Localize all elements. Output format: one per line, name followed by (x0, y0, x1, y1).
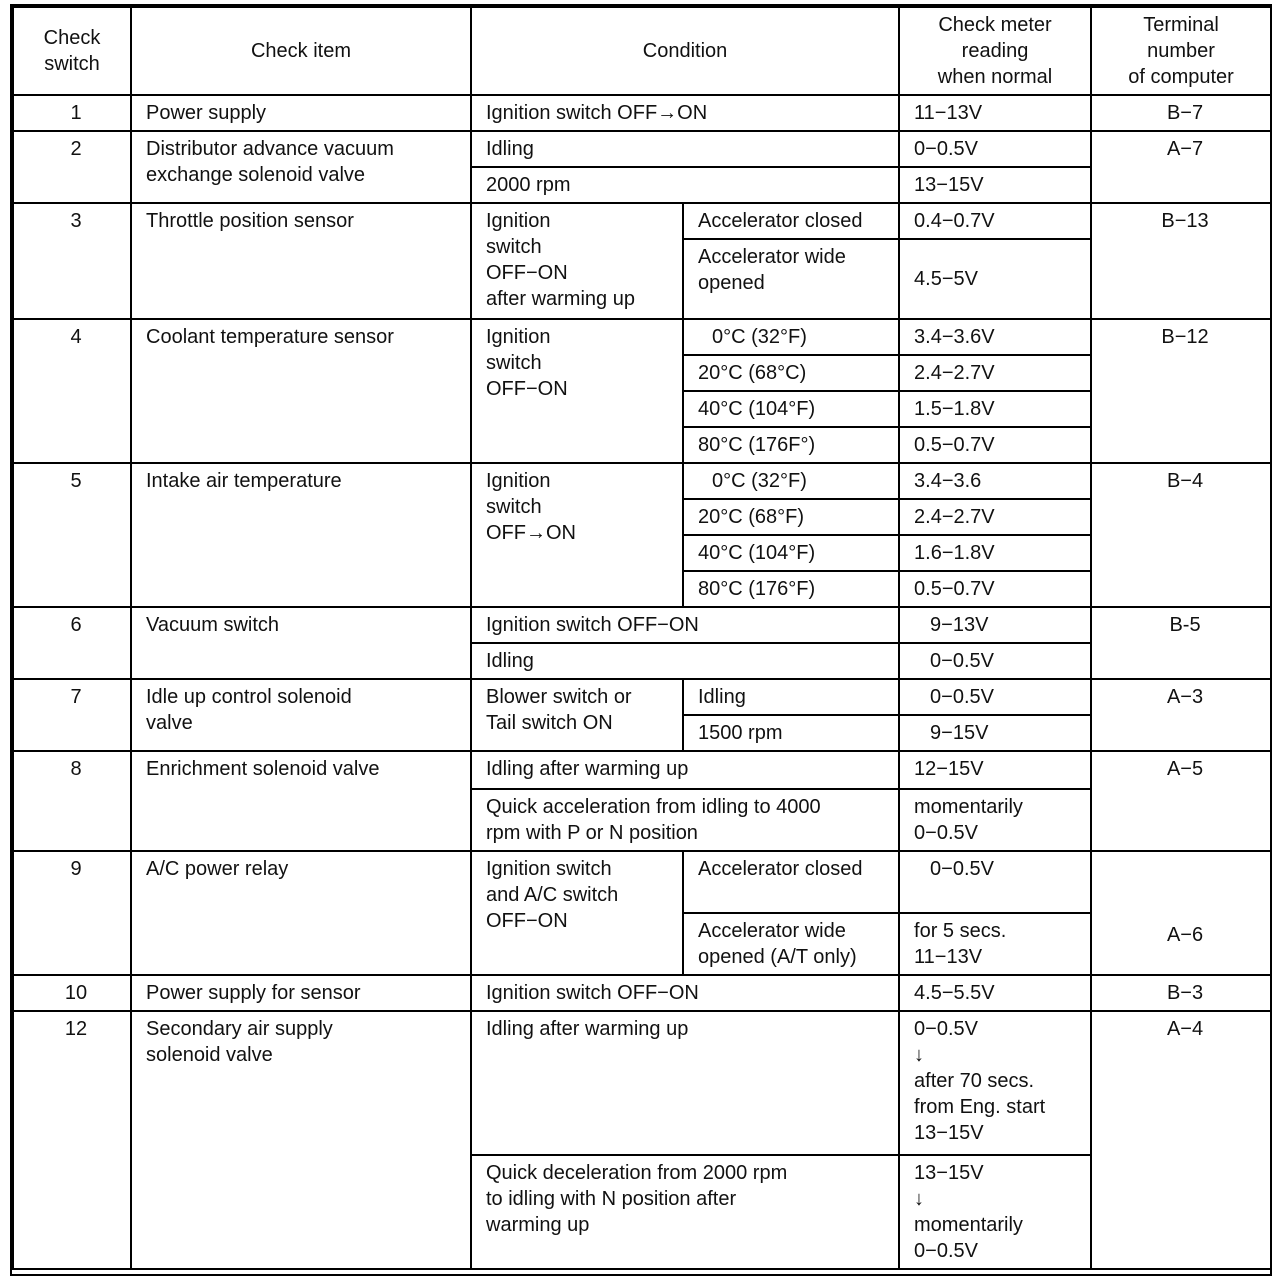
check-item: Enrichment solenoid valve (131, 751, 471, 851)
meter-reading: 0−0.5V (899, 643, 1091, 679)
meter-reading: 3.4−3.6 (899, 463, 1091, 499)
terminal-number: A−7 (1091, 131, 1271, 203)
table-row (13, 463, 1271, 499)
condition: Ignition switch and A/C switch OFF−ON (471, 851, 683, 975)
condition: Ignition switch OFF−ON (471, 975, 899, 1011)
condition: Ignition switch OFF−ON after warming up (471, 203, 683, 319)
check-switch-number: 3 (13, 203, 131, 319)
header-reading: Check meter reading when normal (899, 7, 1091, 95)
condition: Quick deceleration from 2000 rpm to idling with N position after warming up (471, 1155, 899, 1269)
header-condition: Condition (471, 7, 899, 95)
meter-reading: 13−15V (899, 167, 1091, 203)
sub-condition: Idling (683, 679, 899, 715)
check-switch-number: 4 (13, 319, 131, 463)
check-switch-number: 10 (13, 975, 131, 1011)
table-row (13, 1011, 1271, 1155)
table-row (13, 95, 1271, 131)
meter-reading: 1.6−1.8V (899, 535, 1091, 571)
meter-reading: 12−15V (899, 751, 1091, 789)
terminal-number: B−13 (1091, 203, 1271, 319)
check-switch-number: 6 (13, 607, 131, 679)
check-item: Intake air temperature (131, 463, 471, 607)
terminal-number: A−4 (1091, 1011, 1271, 1269)
table-row (13, 679, 1271, 715)
meter-reading: 1.5−1.8V (899, 391, 1091, 427)
check-switch-number: 5 (13, 463, 131, 607)
meter-reading: 2.4−2.7V (899, 499, 1091, 535)
check-item: Power supply for sensor (131, 975, 471, 1011)
condition: Idling (471, 131, 899, 167)
condition: Ignition switch OFF→ON (471, 95, 899, 131)
meter-reading: 0−0.5V (899, 851, 1091, 913)
condition: Blower switch or Tail switch ON (471, 679, 683, 751)
condition: Idling (471, 643, 899, 679)
sub-condition: 40°C (104°F) (683, 391, 899, 427)
terminal-number: B−3 (1091, 975, 1271, 1011)
condition: Idling after warming up (471, 1011, 899, 1155)
sub-condition: 0°C (32°F) (683, 463, 899, 499)
check-item: Vacuum switch (131, 607, 471, 679)
check-item: Secondary air supply solenoid valve (131, 1011, 471, 1269)
meter-reading: 0.5−0.7V (899, 427, 1091, 463)
check-switch-number: 1 (13, 95, 131, 131)
meter-reading: for 5 secs. 11−13V (899, 913, 1091, 975)
condition: Quick acceleration from idling to 4000 rpm with P or N position (471, 789, 899, 851)
terminal-number: B-5 (1091, 607, 1271, 679)
terminal-number: B−7 (1091, 95, 1271, 131)
meter-reading: 0.4−0.7V (899, 203, 1091, 239)
sub-condition: Accelerator closed (683, 203, 899, 239)
table-row (13, 751, 1271, 789)
meter-reading: 0.5−0.7V (899, 571, 1091, 607)
check-switch-number: 12 (13, 1011, 131, 1269)
header-check-item: Check item (131, 7, 471, 95)
condition: Ignition switch OFF−ON (471, 319, 683, 463)
table-row (13, 319, 1271, 355)
table-row (13, 203, 1271, 239)
sub-condition: 80°C (176°F) (683, 571, 899, 607)
header-check-switch: Check switch (13, 7, 131, 95)
sub-condition: Accelerator closed (683, 851, 899, 913)
sub-condition: Accelerator wide opened (683, 239, 899, 319)
terminal-number: A−6 (1091, 851, 1271, 975)
check-item: Coolant temperature sensor (131, 319, 471, 463)
meter-reading: 3.4−3.6V (899, 319, 1091, 355)
meter-reading: 9−15V (899, 715, 1091, 751)
table-row (13, 607, 1271, 643)
sub-condition: 80°C (176F°) (683, 427, 899, 463)
spec-sheet (10, 4, 1272, 1276)
terminal-number: A−3 (1091, 679, 1271, 751)
condition: Idling after warming up (471, 751, 899, 789)
header-row (13, 7, 1271, 95)
condition: Ignition switch OFF→ON (471, 463, 683, 607)
sub-condition: 1500 rpm (683, 715, 899, 751)
meter-reading: 9−13V (899, 607, 1091, 643)
sub-condition: Accelerator wide opened (A/T only) (683, 913, 899, 975)
check-table (12, 6, 1272, 1270)
terminal-number: B−12 (1091, 319, 1271, 463)
table-row (13, 851, 1271, 913)
sub-condition: 20°C (68°F) (683, 499, 899, 535)
table-row (13, 975, 1271, 1011)
check-item: Throttle position sensor (131, 203, 471, 319)
check-item: Idle up control solenoid valve (131, 679, 471, 751)
meter-reading: 2.4−2.7V (899, 355, 1091, 391)
table-row (13, 131, 1271, 167)
meter-reading: 4.5−5.5V (899, 975, 1091, 1011)
meter-reading: 0−0.5V ↓ after 70 secs. from Eng. start 13−15V (899, 1011, 1091, 1155)
check-switch-number: 9 (13, 851, 131, 975)
check-item: A/C power relay (131, 851, 471, 975)
check-item: Distributor advance vacuum exchange solenoid valve (131, 131, 471, 203)
check-switch-number: 8 (13, 751, 131, 851)
meter-reading: 4.5−5V (899, 239, 1091, 319)
condition: Ignition switch OFF−ON (471, 607, 899, 643)
terminal-number: B−4 (1091, 463, 1271, 607)
sub-condition: 40°C (104°F) (683, 535, 899, 571)
check-switch-number: 2 (13, 131, 131, 203)
header-terminal: Terminal number of computer (1091, 7, 1271, 95)
meter-reading: momentarily 0−0.5V (899, 789, 1091, 851)
sub-condition: 0°C (32°F) (683, 319, 899, 355)
meter-reading: 0−0.5V (899, 679, 1091, 715)
meter-reading: 0−0.5V (899, 131, 1091, 167)
meter-reading: 11−13V (899, 95, 1091, 131)
condition: 2000 rpm (471, 167, 899, 203)
meter-reading: 13−15V ↓ momentarily 0−0.5V (899, 1155, 1091, 1269)
terminal-number: A−5 (1091, 751, 1271, 851)
sub-condition: 20°C (68°C) (683, 355, 899, 391)
check-item: Power supply (131, 95, 471, 131)
check-switch-number: 7 (13, 679, 131, 751)
